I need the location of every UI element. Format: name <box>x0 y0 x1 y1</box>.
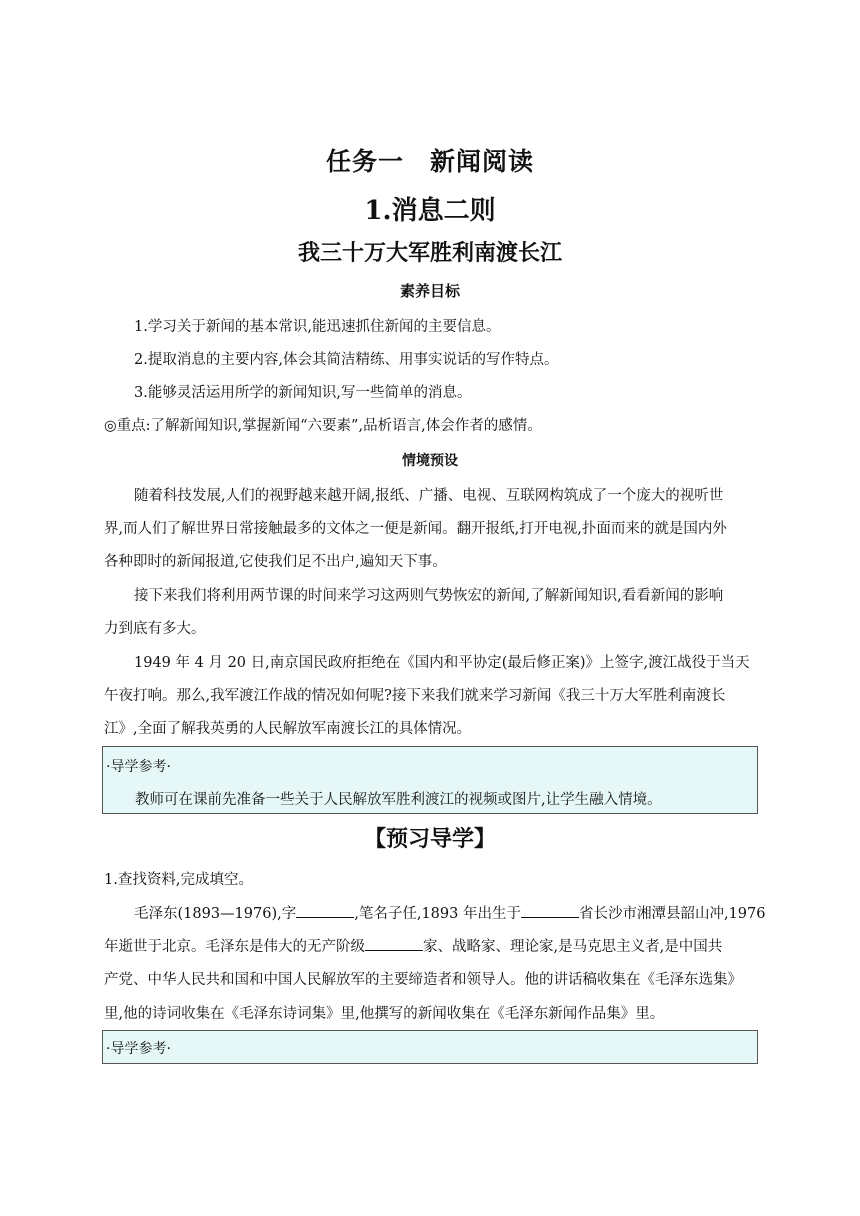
question-1: 1.查找资料,完成填空。 <box>104 872 253 888</box>
fill-paragraph-line <box>104 935 722 956</box>
task-name: 新闻阅读 <box>430 147 535 176</box>
article-title: 我三十万大军胜利南渡长江 <box>297 241 562 266</box>
scenario-heading: 情境预设 <box>402 453 458 469</box>
text-segment: 省长沙市湘潭县韶山冲,1976 <box>578 906 766 922</box>
task-title <box>0 142 860 178</box>
goals-heading: 素养目标 <box>399 282 460 300</box>
text-segment: 毛泽东(1893—1976),字 <box>134 906 297 922</box>
text-segment: 家、战略家、理论家,是马克思主义者,是中国共 <box>423 939 723 955</box>
goal-item: 2.提取消息的主要内容,体会其简洁精练、用事实说话的写作特点。 <box>134 352 559 368</box>
scenario-line: 接下来我们将利用两节课的时间来学习这两则气势恢宏的新闻,了解新闻知识,看看新闻的影响 <box>134 588 724 604</box>
scenario-line: 界,而人们了解世界日常接触最多的文体之一便是新闻。翻开报纸,打开电视,扑面而来的就是国内外 <box>104 521 727 537</box>
text-segment: ,笔名子任,1893 年出生于 <box>354 906 521 922</box>
lesson-title: 1.消息二则 <box>364 196 496 226</box>
fill-blank-profession[interactable] <box>365 936 423 951</box>
preview-heading: 【预习导学】 <box>363 827 496 852</box>
task-number: 任务一 <box>325 147 404 176</box>
text-segment: 年逝世于北京。毛泽东是伟大的无产阶级 <box>104 939 365 955</box>
guide-box <box>102 746 758 814</box>
fill-blank-courtesy-name[interactable] <box>296 903 354 918</box>
guide-text: 教师可在课前先准备一些关于人民解放军胜利渡江的视频或图片,让学生融入情境。 <box>135 792 662 808</box>
guide-box <box>102 1030 758 1064</box>
guide-label: ·导学参考· <box>106 1041 171 1057</box>
scenario-line: 力到底有多大。 <box>104 621 206 637</box>
scenario-line: 午夜打响。那么,我军渡江作战的情况如何呢?接下来我们就来学习新闻《我三十万大军胜利南渡长 <box>104 688 726 704</box>
guide-label: ·导学参考· <box>106 759 171 775</box>
scenario-line: 江》,全面了解我英勇的人民解放军南渡长江的具体情况。 <box>104 721 472 737</box>
fill-paragraph-line <box>134 902 765 923</box>
fill-blank-birthplace-province[interactable] <box>521 903 579 918</box>
fill-paragraph-line: 产党、中华人民共和国和中国人民解放军的主要缔造者和领导人。他的讲话稿收集在《毛泽东选集》 <box>104 972 742 988</box>
scenario-line: 1949 年 4 月 20 日,南京国民政府拒绝在《国内和平协定(最后修正案)》上签字,渡江战役于当天 <box>134 655 750 671</box>
fill-paragraph-line: 里,他的诗词收集在《毛泽东诗词集》里,他撰写的新闻收集在《毛泽东新闻作品集》里。 <box>104 1006 665 1022</box>
goal-item: 1.学习关于新闻的基本常识,能迅速抓住新闻的主要信息。 <box>134 319 501 335</box>
scenario-line: 各种即时的新闻报道,它使我们足不出户,遍知天下事。 <box>104 554 447 570</box>
scenario-line: 随着科技发展,人们的视野越来越开阔,报纸、广播、电视、互联网构筑成了一个庞大的视听世 <box>134 488 724 504</box>
goal-item: 3.能够灵活运用所学的新闻知识,写一些简单的消息。 <box>134 385 472 401</box>
focus-note: ◎重点:了解新闻知识,掌握新闻“六要素”,品析语言,体会作者的感情。 <box>104 418 542 434</box>
